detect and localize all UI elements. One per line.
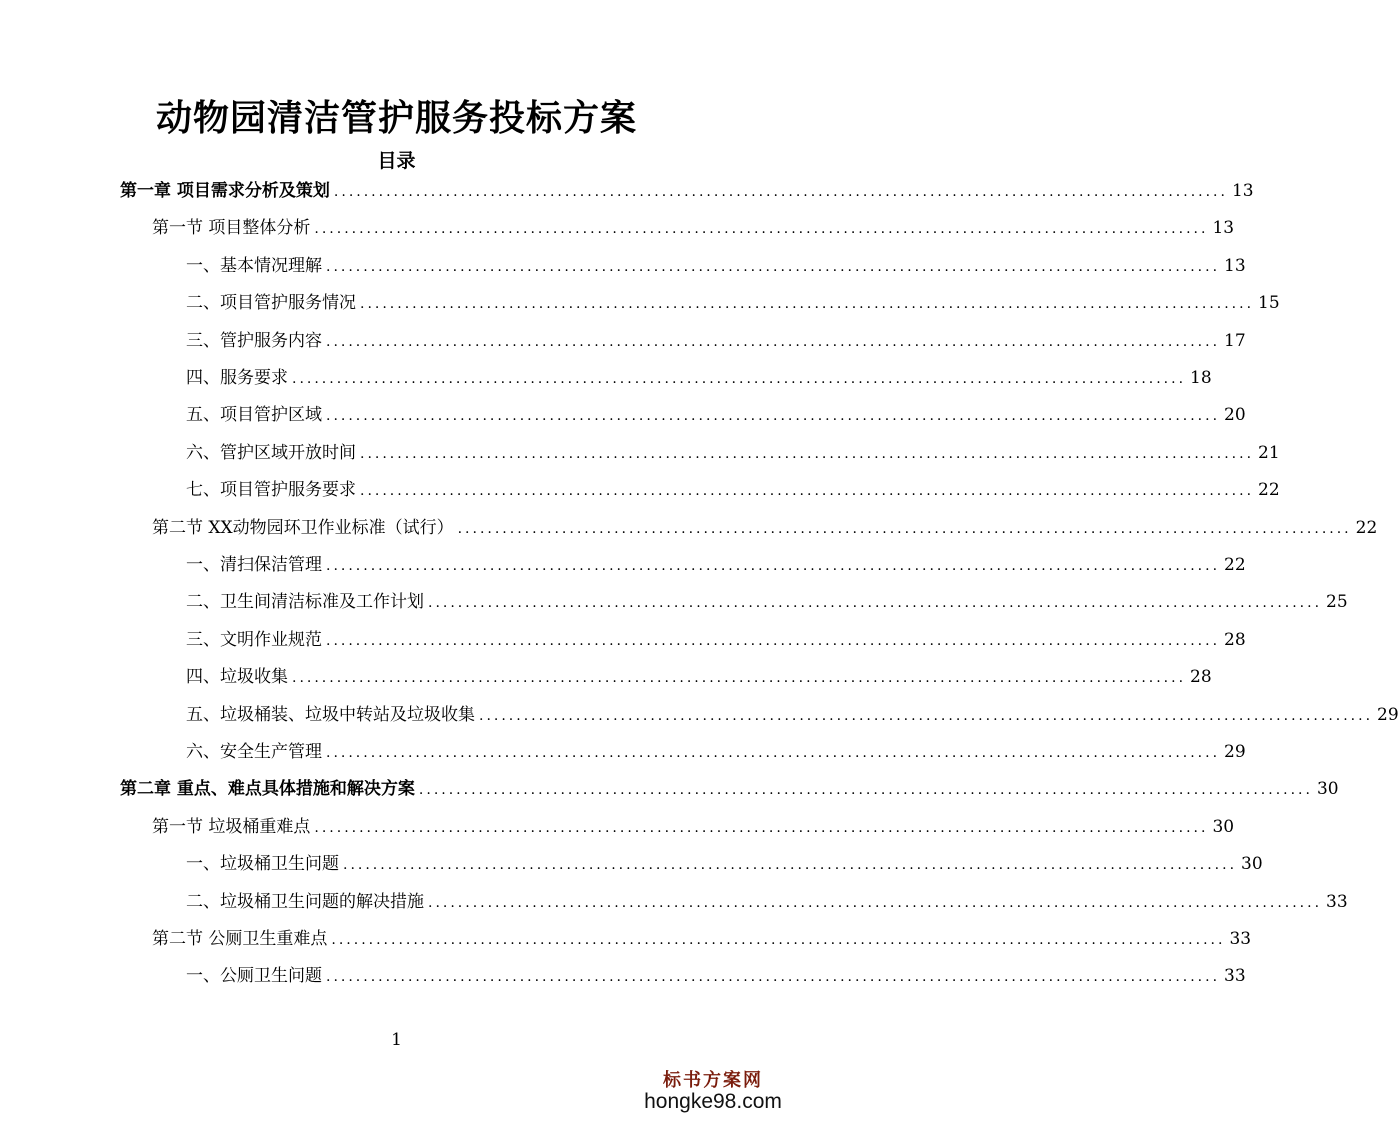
toc-leader-dots: ........................................................................................................................ xyxy=(326,969,1221,986)
toc-entry-page: 30 xyxy=(1241,854,1263,875)
toc-entry-label: 二、项目管护服务情况 xyxy=(186,293,356,314)
toc-leader-dots: ........................................................................................................................ xyxy=(428,595,1323,612)
toc-entry-label: 四、垃圾收集 xyxy=(186,667,288,688)
toc-entry-label: 三、管护服务内容 xyxy=(186,330,322,351)
toc-entry-page: 22 xyxy=(1355,517,1378,538)
toc-leader-dots: ........................................................................................................................ xyxy=(326,408,1221,425)
toc-leader-dots: ........................................................................................................................ xyxy=(479,707,1374,724)
toc-entry-label: 二、垃圾桶卫生问题的解决措施 xyxy=(186,891,424,912)
toc-entry[interactable] xyxy=(186,700,1399,730)
toc-entry[interactable] xyxy=(120,774,1339,804)
toc-entry-page: 30 xyxy=(1316,779,1339,800)
toc-entry[interactable] xyxy=(186,288,1280,318)
toc-entry[interactable] xyxy=(186,363,1212,393)
toc-entry-label: 六、管护区域开放时间 xyxy=(186,442,356,463)
toc-entry-label: 第一章 项目需求分析及策划 xyxy=(120,181,330,201)
toc-leader-dots: ........................................................................................................................ xyxy=(428,894,1323,911)
toc-entry[interactable] xyxy=(186,438,1280,468)
toc-entry-label: 一、公厕卫生问题 xyxy=(186,966,322,987)
watermark-url: hongke98.com xyxy=(644,1090,782,1113)
toc-leader-dots: ........................................................................................................................ xyxy=(326,558,1221,574)
toc-entry[interactable] xyxy=(186,849,1263,879)
toc-entry-page: 17 xyxy=(1224,330,1246,351)
toc-leader-dots: ........................................................................................................................ xyxy=(326,333,1221,350)
toc-entry-page: 29 xyxy=(1377,704,1399,725)
toc-entry[interactable] xyxy=(186,475,1280,505)
toc-leader-dots: ........................................................................................................................ xyxy=(360,483,1255,500)
toc-entry-page: 28 xyxy=(1224,629,1246,650)
toc-entry-page: 18 xyxy=(1190,368,1212,388)
toc-entry-label: 二、卫生间清洁标准及工作计划 xyxy=(186,592,424,613)
toc-entry[interactable] xyxy=(186,326,1246,356)
document-title: 动物园清洁管护服务投标方案 xyxy=(155,98,637,139)
toc-leader-dots: ........................................................................................................................ xyxy=(360,445,1255,462)
toc-leader-dots: ........................................................................................................................ xyxy=(292,670,1187,687)
toc-entry[interactable] xyxy=(186,887,1348,917)
toc-entry-label: 四、服务要求 xyxy=(186,368,288,388)
toc-entry-label: 六、安全生产管理 xyxy=(186,742,322,762)
toc-entry[interactable] xyxy=(186,587,1348,617)
toc-leader-dots: ........................................................................................................................ xyxy=(326,745,1221,761)
toc-entry-label: 五、项目管护区域 xyxy=(186,405,322,426)
toc-entry-label: 一、清扫保洁管理 xyxy=(186,555,322,575)
toc-entry-page: 33 xyxy=(1224,966,1246,987)
toc-entry-label: 第二节 公厕卫生重难点 xyxy=(152,929,328,949)
toc-entry[interactable] xyxy=(120,176,1254,206)
toc-entry-page: 13 xyxy=(1231,181,1254,201)
toc-leader-dots: ........................................................................................................................ xyxy=(343,857,1238,874)
toc-entry[interactable] xyxy=(186,251,1246,281)
toc-entry-page: 21 xyxy=(1258,442,1280,463)
toc-leader-dots: ........................................................................................................................ xyxy=(326,258,1221,275)
toc-leader-dots: ........................................................................................................................ xyxy=(457,520,1352,537)
toc-entry[interactable] xyxy=(186,400,1246,430)
toc-leader-dots: ........................................................................................................................ xyxy=(331,932,1226,948)
toc-entry-page: 13 xyxy=(1212,218,1235,239)
toc-entry-page: 29 xyxy=(1224,742,1246,762)
toc-entry-page: 33 xyxy=(1229,929,1252,949)
toc-leader-dots: ........................................................................................................................ xyxy=(326,632,1221,649)
toc-entry-label: 一、基本情况理解 xyxy=(186,255,322,276)
page-number: 1 xyxy=(391,1030,402,1050)
toc-entry-label: 三、文明作业规范 xyxy=(186,629,322,650)
toc-entry-label: 第一节 项目整体分析 xyxy=(152,218,311,239)
watermark-logo xyxy=(643,1066,783,1114)
toc-entry-page: 33 xyxy=(1326,891,1348,912)
toc-entry-page: 22 xyxy=(1224,555,1246,575)
toc-entry[interactable] xyxy=(186,961,1246,991)
toc-entry[interactable] xyxy=(186,625,1246,655)
toc-entry-page: 13 xyxy=(1224,255,1246,276)
toc-entry-label: 五、垃圾桶装、垃圾中转站及垃圾收集 xyxy=(186,704,475,725)
toc-entry-page: 25 xyxy=(1326,592,1348,613)
toc-entry-page: 28 xyxy=(1190,667,1212,688)
toc-entry-page: 30 xyxy=(1212,816,1235,837)
toc-leader-dots: ........................................................................................................................ xyxy=(418,782,1313,799)
toc-entry-label: 七、项目管护服务要求 xyxy=(186,480,356,501)
toc-leader-dots: ........................................................................................................................ xyxy=(314,221,1209,238)
toc-leader-dots: ........................................................................................................................ xyxy=(333,184,1228,200)
toc-entry-label: 第二章 重点、难点具体措施和解决方案 xyxy=(120,779,415,800)
toc-entry-label: 第二节 XX动物园环卫作业标准（试行） xyxy=(152,517,454,538)
toc-entry-label: 一、垃圾桶卫生问题 xyxy=(186,854,339,875)
toc-entry[interactable] xyxy=(186,550,1246,580)
toc-entry[interactable] xyxy=(152,924,1252,954)
toc-entry[interactable] xyxy=(152,213,1235,243)
toc-entry-label: 第一节 垃圾桶重难点 xyxy=(152,816,311,837)
toc-entry-page: 15 xyxy=(1258,293,1280,314)
toc-entry[interactable] xyxy=(186,737,1246,767)
toc-entry-page: 20 xyxy=(1224,405,1246,426)
toc-leader-dots: ........................................................................................................................ xyxy=(292,371,1187,387)
watermark-name: 标书方案网 xyxy=(663,1070,763,1091)
toc-entry[interactable] xyxy=(186,662,1212,692)
toc-leader-dots: ........................................................................................................................ xyxy=(314,819,1209,836)
toc-entry-page: 22 xyxy=(1258,480,1280,501)
toc-heading: 目录 xyxy=(377,150,416,172)
toc-entry[interactable] xyxy=(152,812,1235,842)
toc-entry[interactable] xyxy=(152,513,1378,543)
toc-leader-dots: ........................................................................................................................ xyxy=(360,296,1255,313)
